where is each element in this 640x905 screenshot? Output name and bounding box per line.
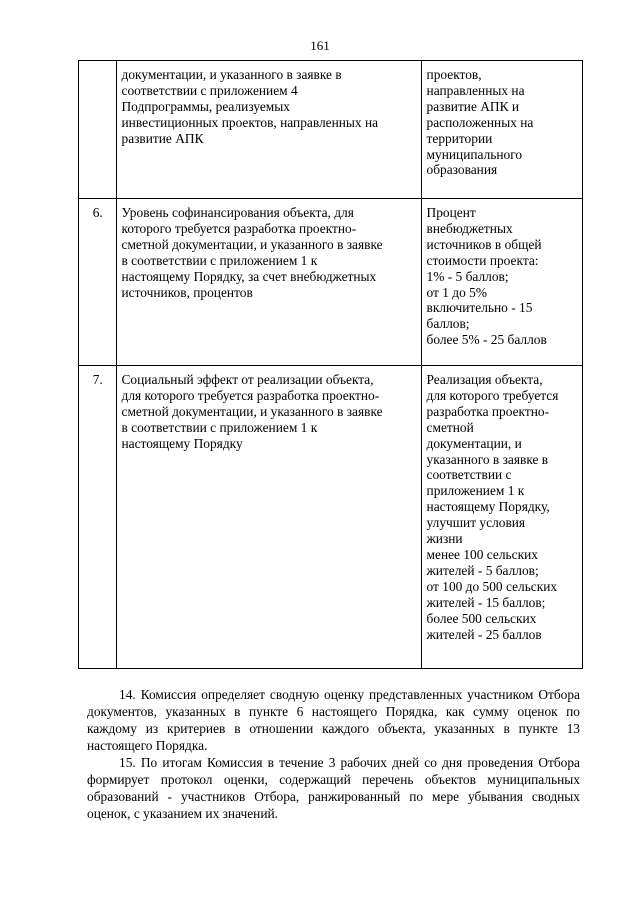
score-line: жизни xyxy=(426,531,463,547)
score-line: территории xyxy=(426,130,493,146)
body-text xyxy=(87,686,580,822)
score-line: Реализация объекта, xyxy=(426,372,543,387)
score-line: приложением 1 к xyxy=(426,483,525,499)
score-line: Процент xyxy=(426,205,476,220)
description-line: настоящему Порядку, за счет внебюджетных xyxy=(121,268,377,284)
table-row xyxy=(79,61,583,199)
row-number-cell: 6. xyxy=(79,199,117,366)
score-line: жителей - 25 баллов xyxy=(426,626,542,642)
page-number: 161 xyxy=(310,38,330,53)
score-line: от 100 до 500 сельских xyxy=(426,578,558,594)
table-row xyxy=(79,366,583,669)
description-line: для которого требуется разработка проектно- xyxy=(121,387,380,403)
score-line: от 1 до 5% xyxy=(426,284,487,300)
description-line: в соответствии с приложением 1 к xyxy=(121,252,318,268)
description-line: Социальный эффект от реализации объекта, xyxy=(121,372,374,387)
score-line: более 5% - 25 баллов xyxy=(426,332,547,348)
score-line: соответствии с xyxy=(426,467,512,483)
criterion-score-cell xyxy=(421,199,582,366)
score-line: более 500 сельских xyxy=(426,610,537,626)
score-line: образования xyxy=(426,162,498,178)
description-line: сметной документации, и указанного в заявке xyxy=(121,403,383,419)
score-line: менее 100 сельских xyxy=(426,546,538,562)
description-line: Уровень софинансирования объекта, для xyxy=(121,205,354,220)
score-line: источников в общей xyxy=(426,236,542,252)
criterion-score-cell xyxy=(421,366,582,669)
score-line: документации, и xyxy=(426,435,522,451)
criterion-description-cell xyxy=(116,61,421,199)
row-number-cell xyxy=(79,61,117,199)
row-number-cell: 7. xyxy=(79,366,117,669)
table-row xyxy=(79,199,583,366)
score-line: внебюджетных xyxy=(426,220,513,236)
score-line: сметной xyxy=(426,419,474,435)
score-line: жителей - 15 баллов; xyxy=(426,594,546,610)
description-line: настоящему Порядку xyxy=(121,435,243,451)
criterion-score-cell xyxy=(421,61,582,199)
criteria-table xyxy=(78,60,583,669)
score-line: включительно - 15 xyxy=(426,300,533,316)
score-line: развитие АПК и xyxy=(426,98,520,114)
description-line: которого требуется разработка проектно- xyxy=(121,220,357,236)
description-line: инвестиционных проектов, направленных на xyxy=(121,114,379,130)
description-line: документации, и указанного в заявке в xyxy=(121,67,342,82)
score-line: направленных на xyxy=(426,82,525,98)
description-line: сметной документации, и указанного в заявке xyxy=(121,236,383,252)
score-line: для которого требуется xyxy=(426,387,559,403)
description-line: источников, процентов xyxy=(121,284,253,300)
score-line: проектов, xyxy=(426,67,482,82)
description-line: Подпрограммы, реализуемых xyxy=(121,98,290,114)
paragraph-14: 14. Комиссия определяет сводную оценку представленных участником Отбора документов, указанных в пункте 6 настоящего Порядка, как сумму оценок по каждому из критериев в отношении каждого объекта, указанных в пункте 13 настоящего Порядка. xyxy=(87,687,580,753)
score-line: улучшит условия xyxy=(426,515,526,531)
paragraph-15: 15. По итогам Комиссия в течение 3 рабочих дней со дня проведения Отбора формирует протокол оценки, содержащий перечень объектов муниципальных образований - участников Отбора, ранжированный по мере убывания сводных оценок, с указанием их значений. xyxy=(87,755,580,821)
score-line: стоимости проекта: xyxy=(426,252,539,268)
score-line: расположенных на xyxy=(426,114,534,130)
score-line: муниципального xyxy=(426,146,523,162)
description-line: развитие АПК xyxy=(121,130,204,146)
description-line: в соответствии с приложением 1 к xyxy=(121,419,318,435)
score-line: жителей - 5 баллов; xyxy=(426,562,539,578)
score-line: баллов; xyxy=(426,316,470,332)
score-line: настоящему Порядку, xyxy=(426,499,550,515)
criterion-description-cell xyxy=(116,199,421,366)
description-line: соответствии с приложением 4 xyxy=(121,82,298,98)
score-line: разработка проектно- xyxy=(426,403,550,419)
criterion-description-cell xyxy=(116,366,421,669)
score-line: 1% - 5 баллов; xyxy=(426,268,509,284)
score-line: указанного в заявке в xyxy=(426,451,549,467)
